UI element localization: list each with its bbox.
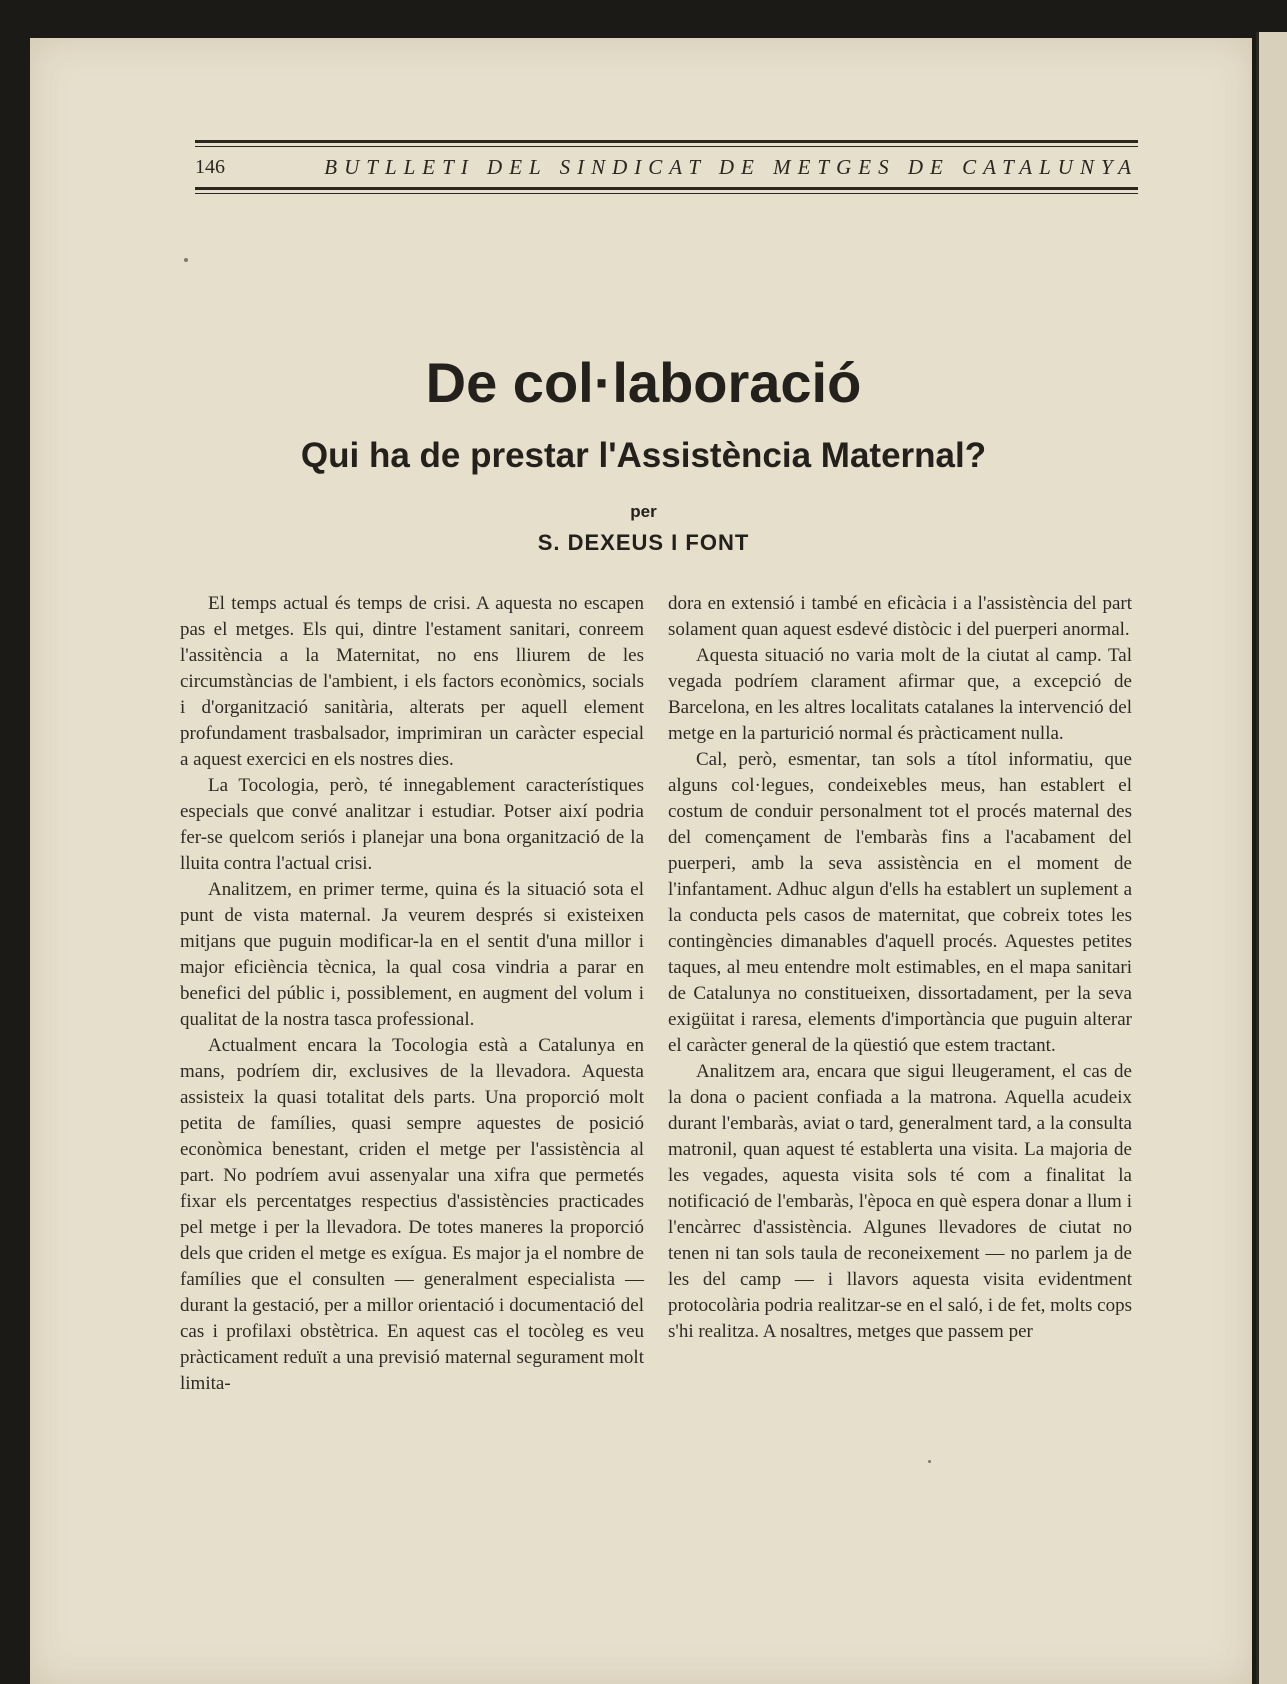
ink-speck — [928, 1460, 931, 1463]
header-row — [195, 147, 1138, 187]
journal-title: BUTLLETI DEL SINDICAT DE METGES DE CATALUNYA — [324, 154, 1138, 179]
article-title: De col·laboració — [425, 351, 862, 414]
paragraph: Analitzem, en primer terme, quina és la situació sota el punt de vista maternal. Ja veurem després si existeixen mitjans que puguin modificar-la en el sentit d'una millor i major eficiència tècnica, la qual cosa vindria a parar en benefici del públic i, possiblement, en augment del volum i qualitat de la nostra tasca professional. — [180, 879, 644, 1030]
header-top-rule — [195, 140, 1138, 147]
ink-speck — [184, 258, 188, 262]
running-header — [195, 140, 1138, 194]
article-author: S. DEXEUS I FONT — [537, 530, 750, 555]
page-number: 146 — [195, 155, 225, 178]
header-bottom-rule — [195, 187, 1138, 194]
article-subtitle: Qui ha de prestar l'Assistència Maternal? — [300, 436, 987, 475]
text-column-right — [668, 591, 1132, 1345]
next-page-edge — [1256, 32, 1287, 1684]
paragraph: El temps actual és temps de crisi. A aquesta no escapen pas el metges. Els qui, dintre l'estament sanitari, conreem l'assitència a la Maternitat, no ens lliurem de les circumstàncias de l'ambient, i els factors econòmics, socials i d'organització sanitària, alterats per aquell element profundament trasbalsador, imprimiran un caràcter especial a aquest exercici en els nostres dies. — [180, 593, 644, 770]
paragraph: Cal, però, esmentar, tan sols a títol informatiu, que alguns col·legues, condeixebles meus, han establert el costum de conduir personalment tot el procés maternal des del començament de l'embaràs fins a l'acabament del puerperi, amb la seva assistència en el moment de l'infantament. Adhuc algun d'ells ha establert un suplement a la conducta pels casos de maternitat, que cobreix totes les contingències dimanables d'aquell procés. Aquestes petites taques, al meu entendre molt estimables, en el mapa sanitari de Catalunya no constitueixen, dissortadament, per la seva exigüitat i raresa, elements d'importància que puguin alterar el caràcter general de la qüestió que estem tractant. — [668, 749, 1132, 1056]
paragraph: Aquesta situació no varia molt de la ciutat al camp. Tal vegada podríem clarament afirmar que, a excepció de Barcelona, en les altres localitats catalanes la intervenció del metge en la parturició normal és pràcticament nulla. — [668, 645, 1132, 744]
paragraph: Analitzem ara, encara que sigui lleugerament, el cas de la dona o pacient confiada a la matrona. Aquella acudeix durant l'embaràs, aviat o tard, generalment tard, a la consulta matronil, quan aquest té establerta una visita. La majoria de les vegades, aquesta visita sols té com a finalitat la notificació de l'embaràs, l'època en què espera donar a llum i l'encàrrec d'assistència. Algunes llevadores de ciutat no tenen ni tan sols taula de reconeixement — no parlem ja de les del camp — i llavors aquesta visita evidentment protocolària podria realitzar-se en el saló, i de fet, molts cops s'hi realitza. A nosaltres, metges que passem per — [668, 1061, 1132, 1342]
paragraph: dora en extensió i també en eficàcia i a l'assistència del part solament quan aquest esdevé distòcic i del puerperi anormal. — [668, 593, 1132, 640]
paragraph: Actualment encara la Tocologia està a Catalunya en mans, podríem dir, exclusives de la llevadora. Aquesta assisteix la quasi totalitat dels parts. Una proporció molt petita de famílies, quasi sempre aquestes de posició econòmica benestant, criden el metge per l'assistència al part. No podríem avui assenyalar una xifra que permetés fixar els percentatges respectius d'assistències practicades pel metge i per la llevadora. De totes maneres la proporció dels que criden el metge es exígua. Es major ja el nombre de famílies que el consulten — generalment especialista — durant la gestació, per a millor orientació i documentació del cas i profilaxi obstètrica. En aquest cas el tocòleg es veu pràcticament reduït a una previsió maternal segurament molt limita- — [180, 1035, 644, 1394]
paragraph: La Tocologia, però, té innegablement característiques especials que convé analitzar i estudiar. Potser així podria fer-se quelcom seriós i planejar una bona organització de la lluita contra l'actual crisi. — [180, 775, 644, 874]
byline-per: per — [630, 502, 657, 521]
text-column-left — [180, 591, 644, 1397]
